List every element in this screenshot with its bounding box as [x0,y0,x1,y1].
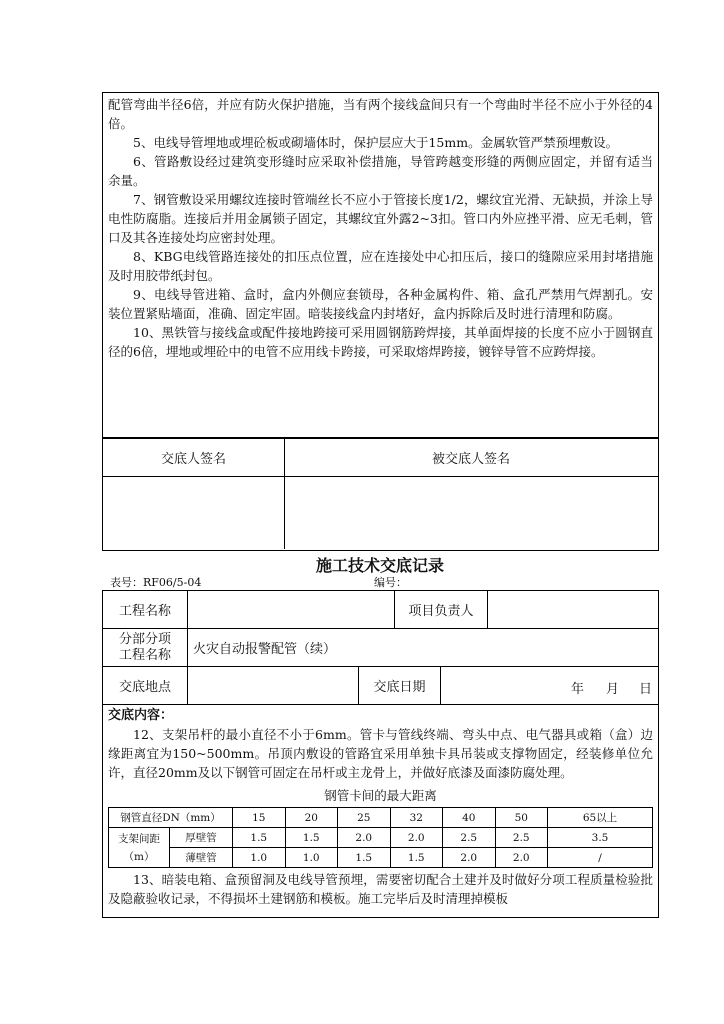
thick-value: 2.0 [338,828,391,848]
sign-left-label: 交底人签名 [160,451,226,467]
paragraph-8: 8、KBG电线管路连接处的扣压点位置，应在连接处中心扣压后，接口的缝隙应采用封堵措施及时用胶带纸封包。 [108,249,653,283]
table-thin-row [109,848,653,868]
thin-value: 1.0 [285,848,338,868]
location-value[interactable] [188,667,358,704]
diameter-cell: 40 [443,808,496,828]
paragraph-12: 12、支架吊杆的最小直径不小于6mm。管卡与管线终端、弯头中点、电气器具或箱（盒）边缘距离宜为150~500mm。吊顶内敷设的管路宜采用单独卡具吊装或支撑物固定，经装修单位允许，直径20mm及以下钢管可固定在吊杆或主龙骨上，并做好底漆及面漆防腐处理。 [108,727,653,780]
paragraph-13: 13、暗装电箱、盒预留洞及电线导管预埋，需要密切配合土建并及时做好分项工程质量检验批及隐蔽验收记录，不得损坏土建钢筋和模板。施工完毕后及时清理掉模板 [108,872,653,906]
paragraph-9: 9、电线导管进箱、盒时，盒内外侧应套锁母，各种金属构件、箱、盒孔严禁用气焊割孔。安装位置紧贴墙面，准确、固定牢固。暗装接线盒内封堵好，盒内拆除后及时进行清理和防腐。 [108,287,653,321]
project-name-label: 工程名称 [118,604,171,619]
support-spacing-label [109,828,170,868]
date-year: 年 [571,682,585,697]
sign-right-area[interactable] [285,477,657,549]
table-thick-row [109,828,653,848]
paragraph-5: 5、电线导管埋地或埋砼板或砌墙体时，保护层应大于15mm。金属软管严禁预埋敷设。 [133,135,619,150]
project-name-value[interactable] [188,591,394,628]
thin-value: 2.0 [495,848,548,868]
project-leader-label: 项目负责人 [408,604,474,619]
content-label: 交底内容： [108,708,174,723]
support-label-line1: 支架间距 [118,832,160,845]
paragraph-7: 7、钢管敷设采用螺纹连接时管端丝长不应小于管接长度1/2，螺纹宜光滑、无缺损，并涂上导电性防腐脂。连接后并用金属锁子固定，其螺纹宜外露2~3扣。管口内外应挫平滑、应无毛刺，管口及其各连接处均应密封处理。 [108,192,653,245]
thin-value: 1.5 [338,848,391,868]
form-box [102,590,659,918]
thick-value: 1.5 [233,828,286,848]
thin-value: 2.0 [443,848,496,868]
thin-value: / [548,848,653,868]
serial-label: 编号： [374,576,407,589]
project-leader-value[interactable] [488,591,658,628]
sign-right-label: 被交底人签名 [431,451,510,467]
form-number: 表号：RF06/5-04 [110,576,202,589]
diameter-cell: 32 [390,808,443,828]
diameter-cell: 65以上 [548,808,653,828]
subproject-label-line2: 工程名称 [118,647,171,663]
date-label: 交底日期 [373,680,426,695]
subproject-value: 火灾自动报警配管（续） [193,642,337,657]
support-label-line2: （m） [123,850,155,863]
thick-value: 2.5 [495,828,548,848]
thin-wall-label: 薄壁管 [170,848,233,868]
table-title: 钢管卡间的最大距离 [324,788,437,803]
table-header-row [109,808,653,828]
date-day: 日 [639,682,653,697]
diameter-header: 钢管直径DN（mm） [109,808,233,828]
diameter-cell: 20 [285,808,338,828]
top-content [108,95,653,435]
content-area [108,707,653,908]
thin-value: 1.0 [233,848,286,868]
form-title: 施工技术交底记录 [316,556,445,575]
thick-wall-label: 厚壁管 [170,828,233,848]
date-month: 月 [606,682,620,697]
top-continuation-box [102,92,659,551]
paragraph-6: 6、管路敷设经过建筑变形缝时应采取补偿措施，导管跨越变形缝的两侧应固定，并留有适当余量。 [108,154,653,188]
subproject-label-line1: 分部分项 [118,631,171,647]
thick-value: 2.5 [443,828,496,848]
diameter-cell: 25 [338,808,391,828]
diameter-cell: 15 [233,808,286,828]
sign-left-area[interactable] [103,477,284,549]
thin-value: 1.5 [390,848,443,868]
pipe-clamp-table [108,807,653,868]
subproject-label [103,629,187,666]
thick-value: 1.5 [285,828,338,848]
thick-value: 3.5 [548,828,653,848]
paragraph-cont: 配管弯曲半径6倍，并应有防火保护措施，当有两个接线盒间只有一个弯曲时半径不应小于外径的4倍。 [108,97,653,131]
diameter-cell: 50 [495,808,548,828]
paragraph-10: 10、黑铁管与接线盒或配件接地跨接可采用圆钢筋跨焊接，其单面焊接的长度不应小于圆钢直径的6倍，埋地或埋砼中的电管不应用线卡跨接，可采取熔焊跨接，镀锌导管不应跨焊接。 [108,325,653,359]
location-label: 交底地点 [118,680,171,695]
thick-value: 2.0 [390,828,443,848]
